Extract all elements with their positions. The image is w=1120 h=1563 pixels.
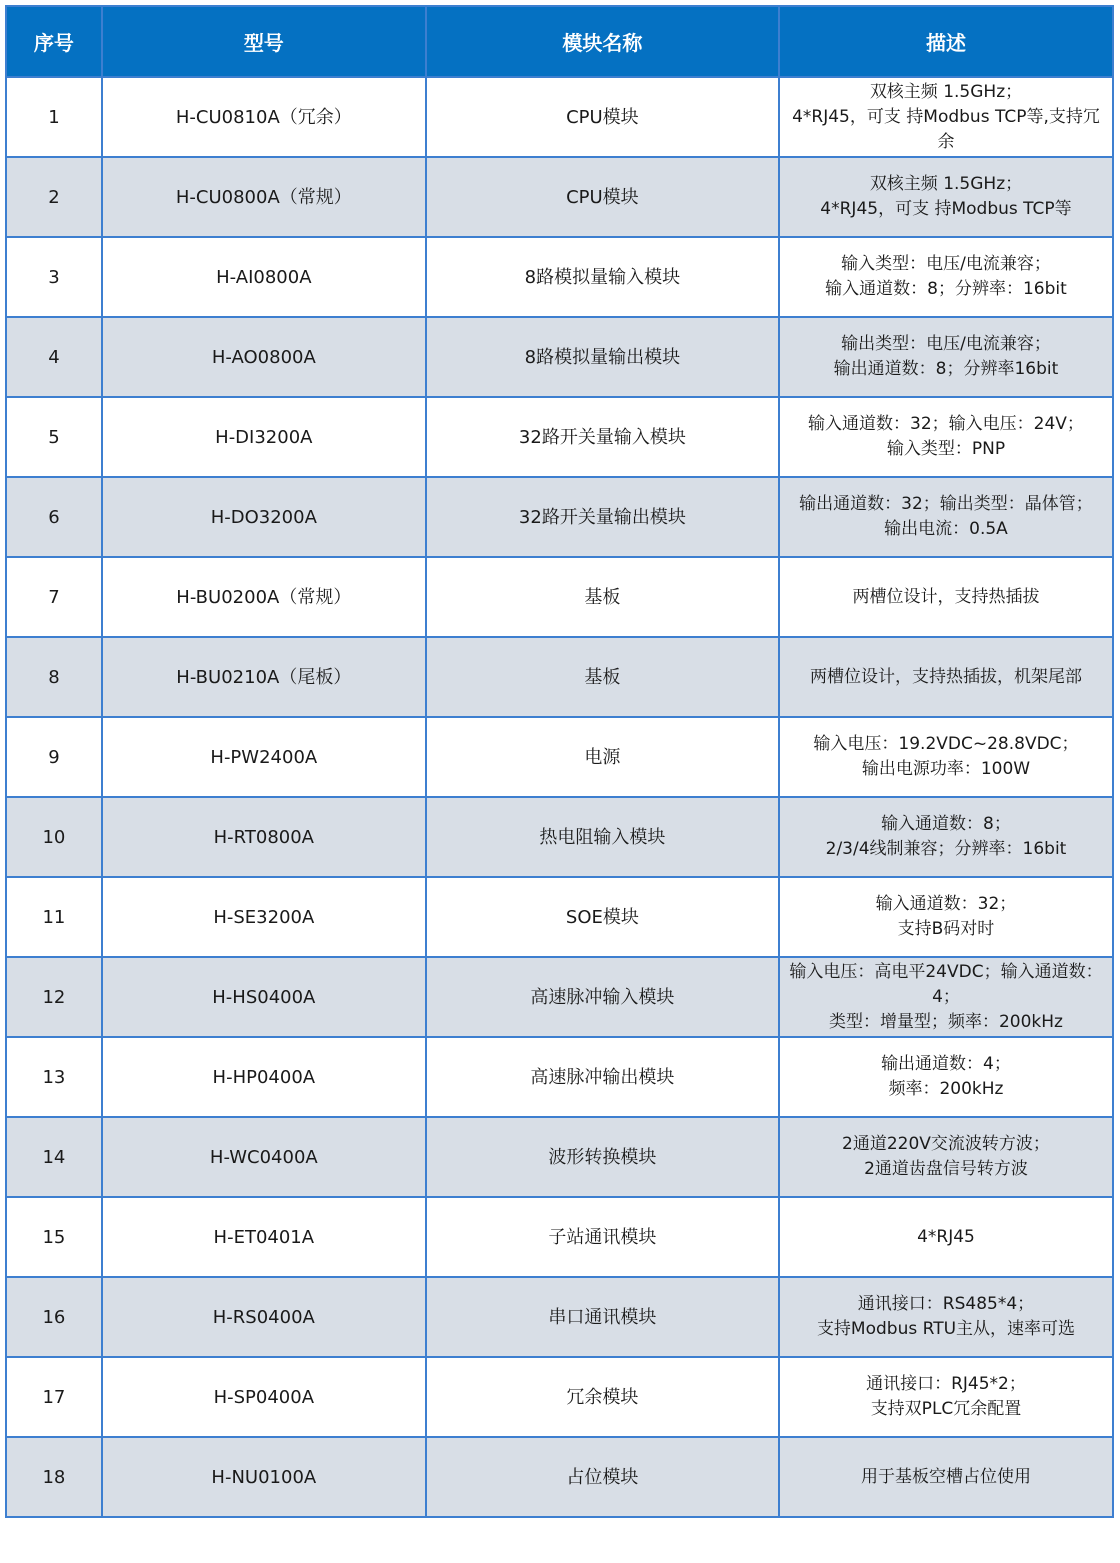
cell-desc: 输出通道数：4； 频率：200kHz xyxy=(779,1037,1113,1117)
cell-name: 串口通讯模块 xyxy=(426,1277,779,1357)
table-row xyxy=(6,957,1113,1037)
cell-model: H-RT0800A xyxy=(102,797,426,877)
cell-model: H-NU0100A xyxy=(102,1437,426,1517)
cell-desc: 输入电压：高电平24VDC；输入通道数：4； 类型：增量型；频率：200kHz xyxy=(779,957,1113,1037)
module-table-grid xyxy=(5,5,1114,1518)
cell-model: H-BU0210A（尾板） xyxy=(102,637,426,717)
cell-name: 基板 xyxy=(426,637,779,717)
cell-name: 8路模拟量输入模块 xyxy=(426,237,779,317)
cell-desc: 通讯接口：RS485*4； 支持Modbus RTU主从，速率可选 xyxy=(779,1277,1113,1357)
cell-no: 10 xyxy=(6,797,102,877)
table-row xyxy=(6,1357,1113,1437)
header-name: 模块名称 xyxy=(426,6,779,77)
cell-name: SOE模块 xyxy=(426,877,779,957)
cell-model: H-ET0401A xyxy=(102,1197,426,1277)
cell-model: H-CU0800A（常规） xyxy=(102,157,426,237)
cell-no: 5 xyxy=(6,397,102,477)
cell-name: 占位模块 xyxy=(426,1437,779,1517)
cell-model: H-CU0810A（冗余） xyxy=(102,77,426,157)
cell-model: H-BU0200A（常规） xyxy=(102,557,426,637)
cell-model: H-HP0400A xyxy=(102,1037,426,1117)
cell-no: 1 xyxy=(6,77,102,157)
cell-name: CPU模块 xyxy=(426,157,779,237)
cell-no: 11 xyxy=(6,877,102,957)
table-row xyxy=(6,317,1113,397)
cell-name: CPU模块 xyxy=(426,77,779,157)
table-row xyxy=(6,797,1113,877)
cell-no: 15 xyxy=(6,1197,102,1277)
cell-name: 子站通讯模块 xyxy=(426,1197,779,1277)
cell-model: H-SP0400A xyxy=(102,1357,426,1437)
table-row xyxy=(6,1197,1113,1277)
header-no: 序号 xyxy=(6,6,102,77)
table-row xyxy=(6,77,1113,157)
cell-name: 32路开关量输出模块 xyxy=(426,477,779,557)
table-row xyxy=(6,1277,1113,1357)
cell-model: H-DI3200A xyxy=(102,397,426,477)
cell-desc: 双核主频 1.5GHz； 4*RJ45，可支 持Modbus TCP等 xyxy=(779,157,1113,237)
cell-desc: 两槽位设计，支持热插拔 xyxy=(779,557,1113,637)
cell-model: H-HS0400A xyxy=(102,957,426,1037)
header-desc: 描述 xyxy=(779,6,1113,77)
table-row xyxy=(6,157,1113,237)
cell-desc: 输入通道数：32； 支持B码对时 xyxy=(779,877,1113,957)
cell-no: 18 xyxy=(6,1437,102,1517)
cell-model: H-DO3200A xyxy=(102,477,426,557)
cell-model: H-SE3200A xyxy=(102,877,426,957)
table-row xyxy=(6,477,1113,557)
cell-no: 8 xyxy=(6,637,102,717)
table-row xyxy=(6,557,1113,637)
cell-name: 热电阻输入模块 xyxy=(426,797,779,877)
table-body xyxy=(6,77,1113,1517)
table-row xyxy=(6,237,1113,317)
table-row xyxy=(6,717,1113,797)
table-row xyxy=(6,1037,1113,1117)
cell-no: 13 xyxy=(6,1037,102,1117)
table-row xyxy=(6,397,1113,477)
table-row xyxy=(6,1437,1113,1517)
header-model: 型号 xyxy=(102,6,426,77)
cell-model: H-WC0400A xyxy=(102,1117,426,1197)
cell-desc: 输入电压：19.2VDC~28.8VDC； 输出电源功率：100W xyxy=(779,717,1113,797)
cell-no: 2 xyxy=(6,157,102,237)
cell-name: 32路开关量输入模块 xyxy=(426,397,779,477)
cell-name: 冗余模块 xyxy=(426,1357,779,1437)
cell-desc: 输入通道数：32；输入电压：24V； 输入类型：PNP xyxy=(779,397,1113,477)
cell-desc: 用于基板空槽占位使用 xyxy=(779,1437,1113,1517)
cell-no: 4 xyxy=(6,317,102,397)
cell-no: 16 xyxy=(6,1277,102,1357)
cell-name: 高速脉冲输出模块 xyxy=(426,1037,779,1117)
cell-model: H-RS0400A xyxy=(102,1277,426,1357)
header-row xyxy=(6,6,1113,77)
cell-no: 17 xyxy=(6,1357,102,1437)
cell-name: 8路模拟量输出模块 xyxy=(426,317,779,397)
cell-no: 14 xyxy=(6,1117,102,1197)
table-row xyxy=(6,1117,1113,1197)
cell-no: 7 xyxy=(6,557,102,637)
cell-no: 9 xyxy=(6,717,102,797)
module-table xyxy=(5,5,1114,1518)
cell-desc: 双核主频 1.5GHz； 4*RJ45，可支 持Modbus TCP等,支持冗余 xyxy=(779,77,1113,157)
cell-model: H-PW2400A xyxy=(102,717,426,797)
cell-no: 6 xyxy=(6,477,102,557)
cell-desc: 输出类型：电压/电流兼容； 输出通道数：8；分辨率16bit xyxy=(779,317,1113,397)
cell-desc: 输出通道数：32；输出类型：晶体管； 输出电流：0.5A xyxy=(779,477,1113,557)
cell-no: 12 xyxy=(6,957,102,1037)
cell-desc: 4*RJ45 xyxy=(779,1197,1113,1277)
table-header xyxy=(6,6,1113,77)
cell-model: H-AI0800A xyxy=(102,237,426,317)
table-row xyxy=(6,637,1113,717)
cell-name: 高速脉冲输入模块 xyxy=(426,957,779,1037)
cell-no: 3 xyxy=(6,237,102,317)
cell-model: H-AO0800A xyxy=(102,317,426,397)
cell-name: 波形转换模块 xyxy=(426,1117,779,1197)
cell-desc: 2通道220V交流波转方波； 2通道齿盘信号转方波 xyxy=(779,1117,1113,1197)
cell-desc: 通讯接口：RJ45*2； 支持双PLC冗余配置 xyxy=(779,1357,1113,1437)
cell-desc: 两槽位设计，支持热插拔，机架尾部 xyxy=(779,637,1113,717)
cell-name: 基板 xyxy=(426,557,779,637)
cell-desc: 输入类型：电压/电流兼容； 输入通道数：8；分辨率：16bit xyxy=(779,237,1113,317)
table-row xyxy=(6,877,1113,957)
cell-name: 电源 xyxy=(426,717,779,797)
cell-desc: 输入通道数：8； 2/3/4线制兼容；分辨率：16bit xyxy=(779,797,1113,877)
